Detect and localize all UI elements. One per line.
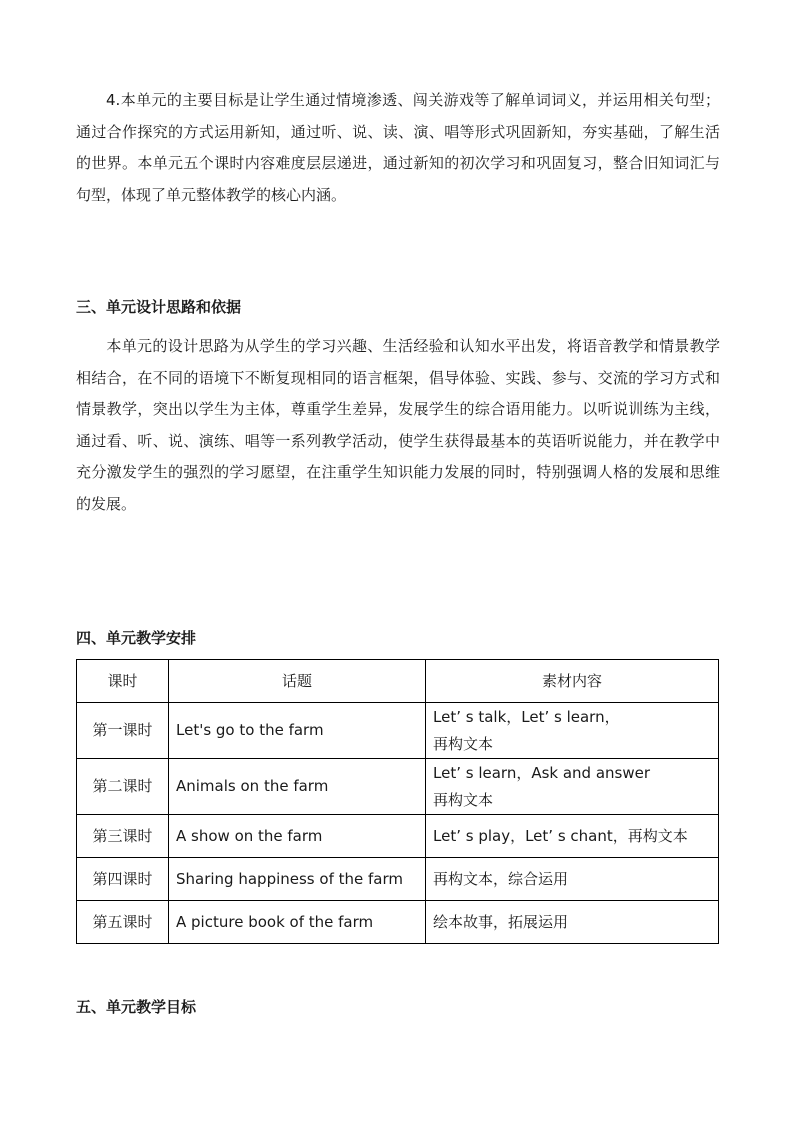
header-period: 课时 <box>77 660 169 703</box>
section3-heading: 三、单元设计思路和依据 <box>76 298 242 316</box>
content-line: Let’ s learn，Ask and answer <box>433 763 651 782</box>
header-content: 素材内容 <box>426 660 719 703</box>
content-line: Let’ s talk，Let’ s learn， <box>433 707 620 726</box>
table-row <box>77 815 719 858</box>
header-topic: 话题 <box>169 660 426 703</box>
content-cell <box>426 759 719 815</box>
teaching-schedule-table <box>76 659 719 944</box>
topic-cell: Sharing happiness of the farm <box>169 858 426 901</box>
content-cell <box>426 703 719 759</box>
period-cell: 第五课时 <box>77 901 169 944</box>
content-line: 再构文本 <box>433 790 494 809</box>
period-cell: 第三课时 <box>77 815 169 858</box>
topic-cell: Animals on the farm <box>169 759 426 815</box>
topic-cell: A picture book of the farm <box>169 901 426 944</box>
table-row <box>77 703 719 759</box>
table-row <box>77 858 719 901</box>
table-row <box>77 759 719 815</box>
content-line: 再构文本 <box>433 734 494 753</box>
table-header-row <box>77 660 719 703</box>
section4-heading: 四、单元教学安排 <box>76 629 197 647</box>
topic-cell: Let's go to the farm <box>169 703 426 759</box>
content-cell: 再构文本，综合运用 <box>426 858 719 901</box>
topic-cell: A show on the farm <box>169 815 426 858</box>
section3-paragraph-text: 本单元的设计思路为从学生的学习兴趣、生活经验和认知水平出发，将语音教学和情景教学相结合，在不同的语境下不断复现相同的语言框架，倡导体验、实践、参与、交流的学习方式和情景教学，突出以学生为主体，尊重学生差异，发展学生的综合语用能力。以听说训练为主线，通过看、听、说、演练、唱等一系列教学活动，使学生获得最基本的英语听说能力，并在教学中充分激发学生的强烈的学习愿望，在注重学生知识能力发展的同时，特别强调人格的发展和思维的发展。 <box>76 337 720 513</box>
content-cell: 绘本故事，拓展运用 <box>426 901 719 944</box>
content-cell: Let’ s play，Let’ s chant，再构文本 <box>426 815 719 858</box>
intro-paragraph-text: 4.本单元的主要目标是让学生通过情境渗透、闯关游戏等了解单词词义，并运用相关句型；通过合作探究的方式运用新知，通过听、说、读、演、唱等形式巩固新知，夯实基础，了解生活的世界。本单元五个课时内容难度层层递进，通过新知的初次学习和巩固复习，整合旧知词汇与句型，体现了单元整体教学的核心内涵。 <box>76 91 720 204</box>
intro-paragraph <box>76 85 720 211</box>
period-cell: 第二课时 <box>77 759 169 815</box>
section3-paragraph <box>76 331 720 521</box>
period-cell: 第一课时 <box>77 703 169 759</box>
table-row <box>77 901 719 944</box>
period-cell: 第四课时 <box>77 858 169 901</box>
section5-heading: 五、单元教学目标 <box>76 998 197 1016</box>
